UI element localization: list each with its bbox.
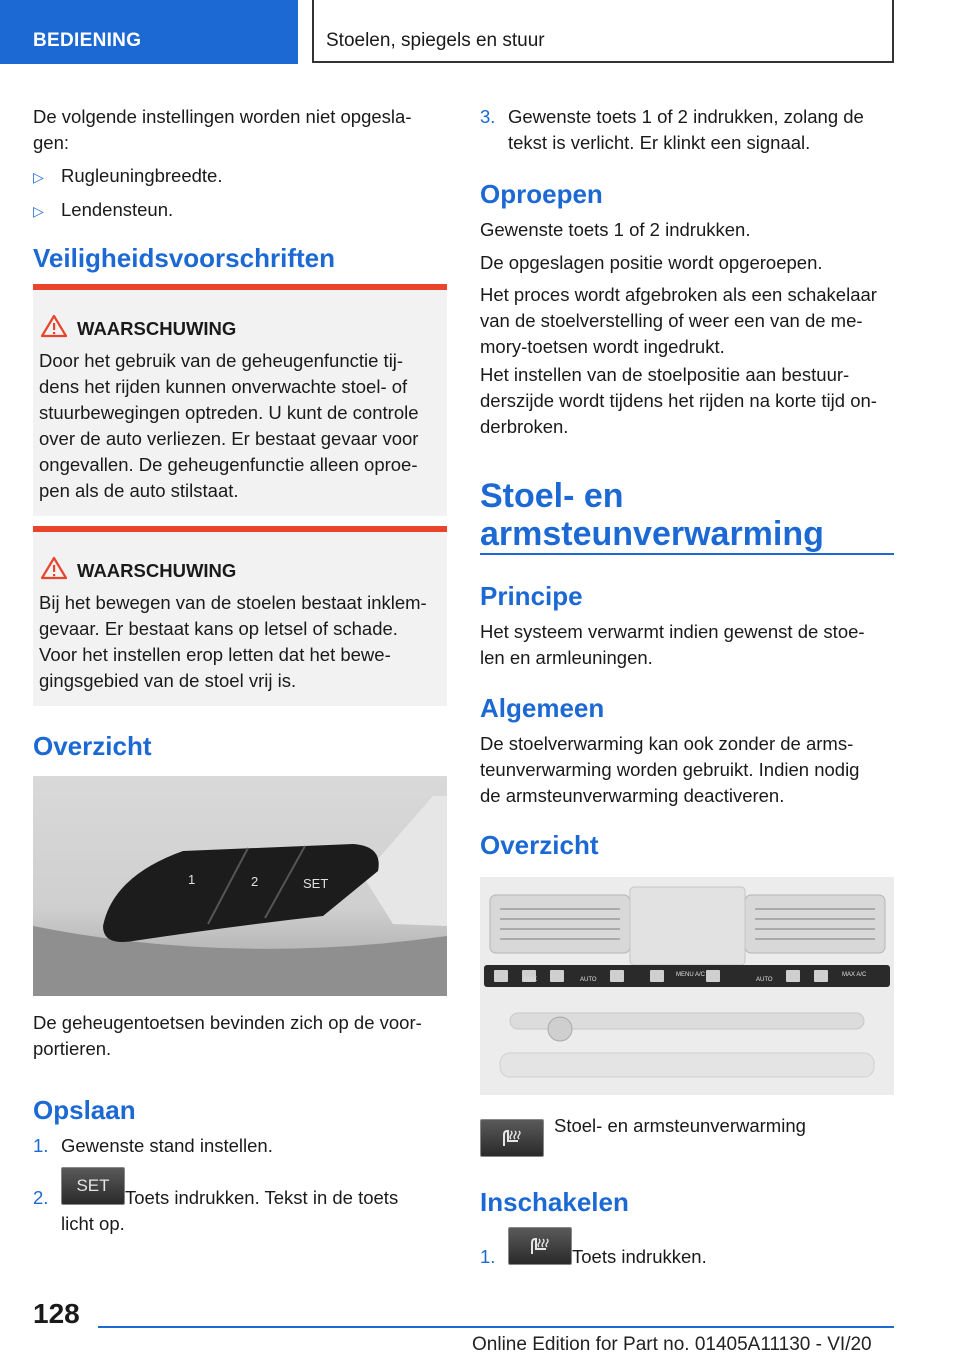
- edition-text: Online Edition for Part no. 01405A11130 - VI/20: [472, 1334, 872, 1355]
- warning-box: [33, 526, 447, 706]
- panel-label: AUTO: [756, 977, 773, 983]
- photo-button-label: 1: [188, 872, 196, 887]
- step-text: Toets indrukken. Tekst in de toets licht op.: [61, 1187, 399, 1234]
- photo-caption: De geheugentoetsen bevinden zich op de voor- portieren.: [33, 1012, 422, 1059]
- title-underline: [480, 553, 894, 555]
- section-label: BEDIENING: [33, 30, 142, 51]
- warning-triangle-icon: [41, 314, 67, 338]
- seat-heating-key-image: [508, 1227, 572, 1265]
- warning-title: WAARSCHUWING: [77, 560, 237, 581]
- recall-text: Het proces wordt afgebroken als een schakelaar van de stoelverstelling of weer een van de me- mory-toetsen wordt ingedrukt.: [480, 284, 877, 357]
- set-key-label: SET: [76, 1176, 110, 1195]
- chapter-label: Stoelen, spiegels en stuur: [326, 30, 545, 51]
- climate-panel-illustration: [480, 877, 894, 1095]
- switch-on-heading: Inschakelen: [480, 1187, 629, 1217]
- overview-heading: Overzicht: [480, 830, 599, 860]
- step-text: Gewenste stand instellen.: [61, 1135, 273, 1156]
- step-number: 3.: [480, 106, 496, 127]
- chapter-tab: [312, 0, 894, 63]
- memory-buttons-photo: [33, 776, 447, 996]
- bullet-item: [33, 197, 173, 224]
- photo-button-label: SET: [303, 876, 329, 891]
- step-number: 1.: [33, 1135, 49, 1156]
- section-tab: [0, 0, 298, 64]
- climate-panel-photo: [480, 877, 894, 1095]
- bullet-text: Lendensteun.: [61, 199, 174, 220]
- warning-text: Bij het bewegen van de stoelen bestaat inklem- gevaar. Er bestaat kans op letsel of schade. Voor het instellen erop letten dat het bewe- gingsgebied van de stoel vrij is.: [39, 592, 427, 691]
- step-number: 2.: [33, 1187, 49, 1208]
- recall-text: Het instellen van de stoelpositie aan bestuur- derszijde wordt tijdens het rijden na korte tijd on- derbroken.: [480, 364, 877, 437]
- page-number: 128: [33, 1298, 80, 1329]
- triangle-bullet-icon: ▷: [33, 169, 44, 185]
- step-number: 1.: [480, 1246, 496, 1267]
- intro-text: De volgende instellingen worden niet opgesla- gen:: [33, 106, 412, 153]
- legend-text: Stoel- en armsteunverwarming: [554, 1115, 806, 1136]
- seat-heating-icon: [526, 1235, 554, 1257]
- panel-label: MAX: [524, 977, 538, 983]
- seat-heating-key-image: [480, 1119, 544, 1157]
- step-text: Gewenste toets 1 of 2 indrukken, zolang de tekst is verlicht. Er klinkt een signaal.: [508, 106, 864, 153]
- warning-title: WAARSCHUWING: [77, 318, 237, 339]
- panel-label: MAX A/C: [842, 972, 867, 978]
- heating-title: Stoel- en armsteunverwarming: [480, 477, 824, 553]
- safety-heading: Veiligheidsvoorschriften: [33, 243, 335, 273]
- photo-button-label: 2: [251, 874, 259, 889]
- memory-buttons-illustration: [33, 776, 447, 996]
- step-item: [480, 1244, 508, 1270]
- general-heading: Algemeen: [480, 693, 605, 723]
- recall-text: De opgeslagen positie wordt opgeroepen.: [480, 252, 823, 273]
- warning-box: [33, 284, 447, 516]
- overview-heading: Overzicht: [33, 731, 152, 761]
- bullet-item: [33, 163, 223, 190]
- bullet-text: Rugleuningbreedte.: [61, 165, 223, 186]
- recall-text: Gewenste toets 1 of 2 indrukken.: [480, 219, 751, 240]
- warning-triangle-icon: [41, 556, 67, 580]
- save-heading: Opslaan: [33, 1095, 136, 1125]
- triangle-bullet-icon: ▷: [33, 203, 44, 219]
- footer-rule: [98, 1326, 894, 1328]
- step-text: Toets indrukken.: [572, 1246, 707, 1267]
- recall-heading: Oproepen: [480, 179, 603, 209]
- principle-text: Het systeem verwarmt indien gewenst de stoe- len en armleuningen.: [480, 621, 865, 668]
- warning-text: Door het gebruik van de geheugenfunctie tij- dens het rijden kunnen onverwachte stoel- of stuurbewegingen optreden. U kunt de controle over de auto verliezen. Er bestaat gevaar voor ongevallen. De geheugenfunctie alleen oproe- pen als de auto stilstaat.: [39, 350, 419, 501]
- principle-heading: Principe: [480, 581, 583, 611]
- step-item: [33, 1133, 273, 1159]
- panel-label: MENU A/C: [676, 972, 706, 978]
- seat-heating-icon: [498, 1127, 526, 1149]
- general-text: De stoelverwarming kan ook zonder de arms- teunverwarming worden gebruikt. Indien nodig de armsteunverwarming deactiveren.: [480, 733, 860, 806]
- panel-label: AUTO: [580, 977, 597, 983]
